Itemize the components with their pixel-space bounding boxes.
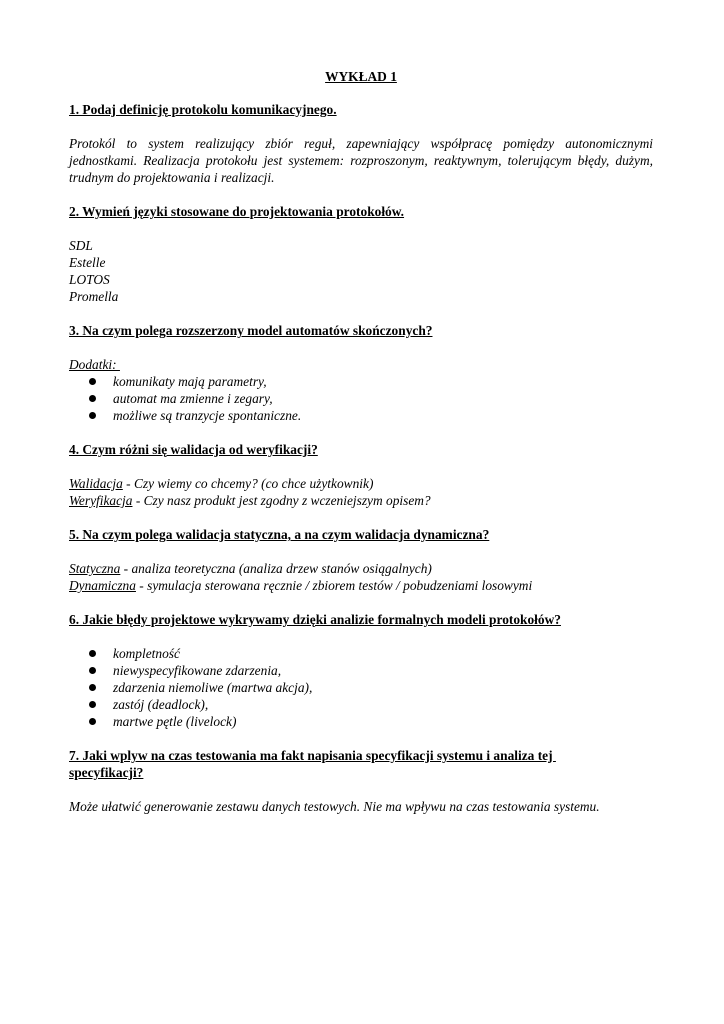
- list-item: możliwe są tranzycje spontaniczne.: [69, 407, 653, 424]
- definition-line: [69, 492, 653, 509]
- term-description: - analiza teoretyczna (analiza drzew stanów osiągalnych): [120, 561, 432, 576]
- document-page: [69, 68, 653, 832]
- question-2: 2. Wymień języki stosowane do projektowania protokołów.: [69, 204, 405, 219]
- answer-4: [69, 475, 653, 509]
- question-7-line-2: specyfikacji?: [69, 765, 144, 780]
- document-title: WYKŁAD 1: [325, 69, 397, 84]
- question-6: 6. Jakie błędy projektowe wykrywamy dzięki analizie formalnych modeli protokołów?: [69, 612, 561, 627]
- bullet-icon: [89, 684, 96, 691]
- bullet-icon: [89, 718, 96, 725]
- bullet-icon: [89, 650, 96, 657]
- list-item: zdarzenia niemoliwe (martwa akcja),: [69, 679, 653, 696]
- bullet-icon: [89, 412, 96, 419]
- term: Weryfikacja: [69, 493, 133, 508]
- term-description: - symulacja sterowana ręcznie / zbiorem testów / pobudzeniami losowymi: [135, 578, 533, 593]
- term-description: - Czy nasz produkt jest zgodny z wczeniejszym opisem?: [132, 493, 431, 508]
- question-4: 4. Czym różni się walidacja od weryfikacji?: [69, 442, 318, 457]
- list-item: komunikaty mają parametry,: [69, 373, 653, 390]
- bullet-icon: [89, 378, 96, 385]
- question-1: 1. Podaj definicję protokolu komunikacyjnego.: [69, 102, 337, 117]
- language-item: Promella: [69, 289, 119, 304]
- language-item: LOTOS: [69, 272, 110, 287]
- bullet-icon: [89, 667, 96, 674]
- list-item: zastój (deadlock),: [69, 696, 653, 713]
- term: Statyczna: [69, 561, 121, 576]
- definition-line: [69, 560, 653, 577]
- list-item: kompletność: [69, 645, 653, 662]
- question-5: 5. Na czym polega walidacja statyczna, a na czym walidacja dynamiczna?: [69, 527, 490, 542]
- question-3: 3. Na czym polega rozszerzony model automatów skończonych?: [69, 323, 433, 338]
- term: Dynamiczna: [69, 578, 136, 593]
- list-item: niewyspecyfikowane zdarzenia,: [69, 662, 653, 679]
- question-7: [69, 747, 653, 781]
- answer-3-label: Dodatki:: [69, 357, 120, 372]
- list-item: automat ma zmienne i zegary,: [69, 390, 653, 407]
- definition-line: [69, 577, 653, 594]
- term-description: - Czy wiemy co chcemy? (co chce użytkownik): [122, 476, 374, 491]
- definition-line: [69, 475, 653, 492]
- answer-5: [69, 560, 653, 594]
- question-7-line-1: 7. Jaki wplyw na czas testowania ma fakt napisania specyfikacji systemu i analiza tej: [69, 748, 556, 763]
- language-item: Estelle: [69, 255, 106, 270]
- answer-6-list: [69, 645, 653, 730]
- term: Walidacja: [69, 476, 123, 491]
- answer-7: Może ułatwić generowanie zestawu danych testowych. Nie ma wpływu na czas testowania systemu.: [69, 799, 600, 814]
- answer-3-list: [69, 373, 653, 424]
- list-item: martwe pętle (livelock): [69, 713, 653, 730]
- bullet-icon: [89, 701, 96, 708]
- answer-2-languages: [69, 237, 653, 305]
- answer-1: Protokól to system realizujący zbiór reguł, zapewniający współpracę pomiędzy autonomicznymi jednostkami. Realizacja protokołu jest systemem: rozproszonym, reaktywnym, tolerującym błędy, dużym, trudnym do projektowania i realizacji.: [69, 136, 653, 185]
- language-item: SDL: [69, 238, 93, 253]
- bullet-icon: [89, 395, 96, 402]
